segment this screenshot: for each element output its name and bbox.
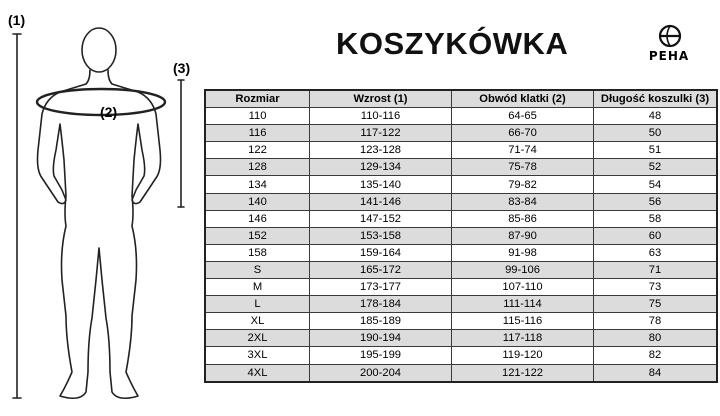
table-row (205, 313, 717, 330)
cell-height: 153-158 (310, 227, 452, 244)
cell-shirt-length: 60 (594, 227, 718, 244)
cell-shirt-length: 75 (594, 296, 718, 313)
table-row (205, 364, 717, 382)
cell-height: 165-172 (310, 261, 452, 278)
brand-name: PEHA (648, 49, 690, 63)
cell-size: 116 (205, 125, 310, 142)
cell-chest: 121-122 (452, 364, 594, 382)
cell-chest: 71-74 (452, 142, 594, 159)
cell-chest: 79-82 (452, 176, 594, 193)
cell-chest: 117-118 (452, 330, 594, 347)
cell-chest: 119-120 (452, 347, 594, 364)
cell-height: 185-189 (310, 313, 452, 330)
table-row (205, 159, 717, 176)
cell-shirt-length: 48 (594, 108, 718, 125)
page-title: KOSZYKÓWKA (336, 26, 569, 61)
cell-shirt-length: 58 (594, 210, 718, 227)
table-row (205, 244, 717, 261)
cell-chest: 66-70 (452, 125, 594, 142)
cell-shirt-length: 80 (594, 330, 718, 347)
cell-shirt-length: 71 (594, 261, 718, 278)
cell-shirt-length: 56 (594, 193, 718, 210)
header-chest: Obwód klatki (2) (452, 90, 594, 108)
cell-chest: 83-84 (452, 193, 594, 210)
cell-chest: 111-114 (452, 296, 594, 313)
cell-shirt-length: 52 (594, 159, 718, 176)
cell-shirt-length: 51 (594, 142, 718, 159)
cell-height: 200-204 (310, 364, 452, 382)
cell-height: 178-184 (310, 296, 452, 313)
table-row (205, 193, 717, 210)
cell-shirt-length: 50 (594, 125, 718, 142)
cell-size: L (205, 296, 310, 313)
cell-chest: 91-98 (452, 244, 594, 261)
table-row (205, 227, 717, 244)
cell-size: 146 (205, 210, 310, 227)
table-row (205, 261, 717, 278)
cell-height: 141-146 (310, 193, 452, 210)
table-row (205, 296, 717, 313)
cell-height: 195-199 (310, 347, 452, 364)
cell-size: S (205, 261, 310, 278)
cell-chest: 64-65 (452, 108, 594, 125)
cell-shirt-length: 73 (594, 279, 718, 296)
table-row (205, 176, 717, 193)
table-row (205, 279, 717, 296)
table-row (205, 125, 717, 142)
shirt-length-marker: (3) (173, 60, 191, 76)
cell-size: 122 (205, 142, 310, 159)
cell-shirt-length: 78 (594, 313, 718, 330)
header-shirt-length: Długość koszulki (3) (594, 90, 718, 108)
cell-height: 190-194 (310, 330, 452, 347)
cell-height: 123-128 (310, 142, 452, 159)
header-size: Rozmiar (205, 90, 310, 108)
table-row (205, 108, 717, 125)
cell-size: 110 (205, 108, 310, 125)
cell-chest: 87-90 (452, 227, 594, 244)
body-outline-figure (0, 0, 200, 416)
cell-height: 135-140 (310, 176, 452, 193)
cell-height: 117-122 (310, 125, 452, 142)
table-row (205, 330, 717, 347)
cell-size: M (205, 279, 310, 296)
cell-size: 134 (205, 176, 310, 193)
cell-chest: 75-78 (452, 159, 594, 176)
cell-height: 159-164 (310, 244, 452, 261)
cell-height: 173-177 (310, 279, 452, 296)
cell-shirt-length: 84 (594, 364, 718, 382)
height-marker: (1) (8, 12, 26, 28)
cell-size: 158 (205, 244, 310, 261)
cell-size: 152 (205, 227, 310, 244)
cell-shirt-length: 82 (594, 347, 718, 364)
cell-height: 110-116 (310, 108, 452, 125)
cell-size: 140 (205, 193, 310, 210)
cell-size: 3XL (205, 347, 310, 364)
chest-marker: (2) (100, 104, 118, 120)
cell-chest: 115-116 (452, 313, 594, 330)
cell-size: 4XL (205, 364, 310, 382)
cell-chest: 99-106 (452, 261, 594, 278)
cell-shirt-length: 63 (594, 244, 718, 261)
cell-size: 2XL (205, 330, 310, 347)
cell-chest: 107-110 (452, 279, 594, 296)
cell-size: 128 (205, 159, 310, 176)
cell-height: 129-134 (310, 159, 452, 176)
cell-size: XL (205, 313, 310, 330)
table-header-row (205, 90, 717, 108)
table-row (205, 210, 717, 227)
table-row (205, 347, 717, 364)
size-table (204, 89, 718, 383)
cell-shirt-length: 54 (594, 176, 718, 193)
header-height: Wzrost (1) (310, 90, 452, 108)
cell-chest: 85-86 (452, 210, 594, 227)
table-row (205, 142, 717, 159)
cell-height: 147-152 (310, 210, 452, 227)
